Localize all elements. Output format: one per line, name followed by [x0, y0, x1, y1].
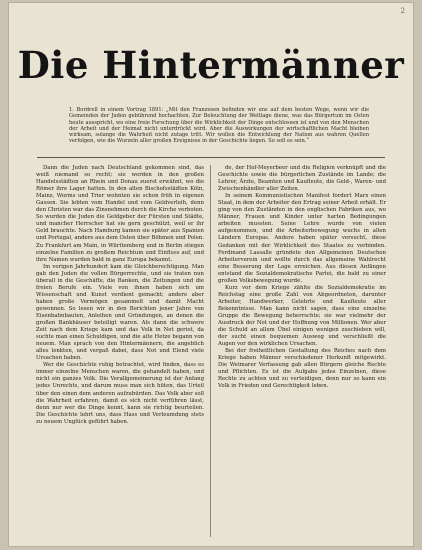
column-divider — [210, 165, 211, 537]
newspaper-page — [9, 3, 413, 546]
paragraph: Kurz vor dem Kriege zählte die Sozialdemokratie im Reichstag eine große Zahl von Abgeordneten, darunter Arbeiter, Handwerker, Gelehrte und Kaufleute aller Bekenntnisse. Man kann nicht sagen, dass eine einzelne Gruppe die Bewegung beherrschte; sie war vielmehr der Ausdruck der Not und der Hoffnung von Millionen. Wer aber die Schuld an allem Übel einigen wenigen zuschieben will, der sucht einen bequemen Ausweg und verschließt die Augen vor den wirklichen Ursachen. — [218, 284, 386, 348]
article-column-right — [218, 165, 386, 540]
page-title: Die Hintermänner — [17, 43, 405, 87]
header-rule — [37, 157, 385, 158]
article-column-left — [36, 165, 204, 540]
intro-text: 1. Bordrell in einem Vortrag 1891: „Mit den Franzosen befinden wir uns auf dem besten Wege, wenn wir die Gemeinden der Juden gebührend hochachten. Zur Beleuchtung der Weltlage diene, was das Bürgertum im Osten heute ausspricht, wo eine freie Forschung über die Wirklichkeit der Dinge entschlossen ist und von den Menschen der Arbeit und der Heimat nicht unterdrückt wird. Aber die Auswirkungen der wirtschaftlichen Macht bleiben wirksam, solange die Wahrheit nicht zutage tritt. Wir wollen die Entwicklung der Nation aus wahren Quellen verfolgen, wie die Wurzeln aller großen Ereignisse in der Geschichte liegen. So soll es sein.“ — [69, 107, 369, 145]
page-number: 2 — [400, 7, 405, 15]
paragraph: de, der Hof-Meyerbeer und die Religion verknüpft und die Geschichte sowie die bürgerlichen Zustände im Lande; die Lehrer, Ärzte, Beamten und Kaufleute, die Geld-, Waren- und Zwischenhändler aller Zeiten. — [218, 165, 386, 193]
paragraph: In seinem Kommunistischen Manifest fordert Marx einen Staat, in dem der Arbeiter den Ertrag seiner Arbeit erhält. Er ging von den Zuständen in den englischen Fabriken aus, wo Männer, Frauen und Kinder unter harten Bedingungen arbeiten mussten. Seine Lehre wurde von vielen aufgenommen, und die Arbeiterbewegung wuchs in allen Ländern Europas. Andere haben später versucht, diese Gedanken mit der Wirklichkeit des Staates zu verbinden. Ferdinand Lassalle gründete den Allgemeinen Deutschen Arbeiterverein und wollte durch das allgemeine Wahlrecht eine Besserung der Lage erreichen. Aus diesen Anfängen entstand die Sozialdemokratische Partei, die bald zu einer großen Volksbewegung wurde. — [218, 193, 386, 284]
paragraph: Dann die Juden nach Deutschland gekommen sind, das weiß niemand so recht; sie werden in den großen Handelsstädten an Rhein und Donau zuerst erwähnt, wo die Römer ihre Lager hatten. In den alten Bischofsstädten Köln, Mainz, Worms und Trier wohnten sie schon früh in eigenen Gassen. Sie lebten vom Handel und vom Geldverleih, denn den Christen war das Zinsnehmen durch die Kirche verboten. So wurden die Juden die Geldgeber der Fürsten und Städte, und mancher Herrscher hat sie gern geschützt, weil er ihr Geld brauchte. Nach Hamburg kamen sie später aus Spanien und Portugal, andere aus dem Osten über Böhmen und Polen. Zu Frankfurt am Main, in Württemberg und in Berlin stiegen einzelne Familien zu großem Reichtum und Einfluss auf, und ihre Namen wurden bald in ganz Europa bekannt. — [36, 165, 204, 263]
paragraph: Bei der freiheitlichen Gestaltung des Reiches nach dem Kriege haben Männer verschiedener Herkunft mitgewirkt. Die Weimarer Verfassung gab allen Bürgern gleiche Rechte und Pflichten. Es ist die Aufgabe jedes Einzelnen, diese Rechte zu achten und zu verteidigen, denn nur so kann ein Volk in Frieden und Gerechtigkeit leben. — [218, 348, 386, 390]
paragraph: Im vorigen Jahrhundert kam die Gleichberechtigung. Man gab den Juden die vollen Bürgerrechte, und sie traten nun überall in die Geschäfte, die Banken, die Zeitungen und die freien Berufe ein. Viele von ihnen haben sich um Wissenschaft und Kunst verdient gemacht; andere aber haben große Vermögen gesammelt und damit Macht gewonnen. So lesen wir in den Berichten jener Jahre von Eisenbahnbauten, Anleihen und Gründungen, an denen die großen Bankhäuser beteiligt waren. Als dann die schwere Zeit nach dem Kriege kam und das Volk in Not geriet, da suchte man einen Schuldigen, und die alte Hetze begann von neuem. Man sprach von den Hintermännern, die angeblich alles lenkten, und vergaß dabei, dass Not und Elend viele Ursachen haben. — [36, 263, 204, 362]
paragraph: Wer die Geschichte ruhig betrachtet, wird finden, dass es immer einzelne Menschen waren, die gehandelt haben, und nicht ein ganzes Volk. Die Verallgemeinerung ist der Anfang jedes Unrechts, und darum muss man sich hüten, das Urteil über den einen dem anderen aufzubürden. Das Volk aber soll die Wahrheit erfahren, damit es sich nicht verführen lässt, denn nur wer die Dinge kennt, kann sie richtig beurteilen. Die Geschichte lehrt uns, dass Hass und Verleumdung stets zu neuem Unglück geführt haben. — [36, 362, 204, 425]
